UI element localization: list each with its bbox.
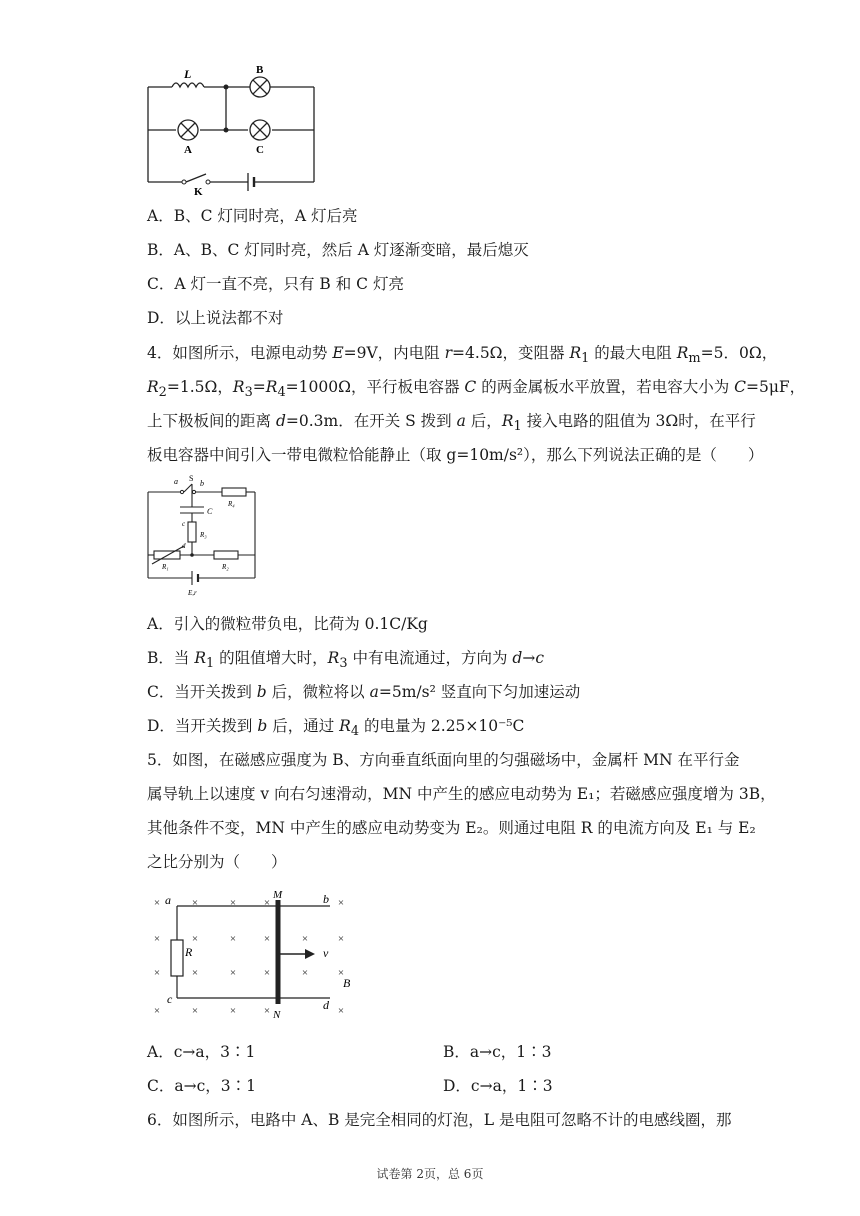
svg-text:×: × <box>263 967 271 979</box>
q4-line-2: $R_2=1.5\Omega$，$R_3=R_4=1000\Omega$，平行板电容器 C 的两金属板水平放置，若电容大小为 C=5μF， <box>147 378 806 401</box>
q4-option-c: C．当开关拨到 b 后，微粒将以 a=5m/s² 竖直向下匀加速运动 <box>147 683 581 701</box>
label-c-cap: C <box>207 507 213 516</box>
q4-option-a: A．引入的微粒带负电，比荷为 0.1C/Kg <box>147 615 428 633</box>
label-n: N <box>273 1009 281 1021</box>
svg-text:×: × <box>153 967 161 979</box>
label-c: c <box>182 520 186 528</box>
q5-line-4: 之比分别为（ ） <box>147 853 287 871</box>
q4-option-d: D．当开关拨到 b 后，通过 $R_4$ 的电量为 2.25×10⁻⁵C <box>147 717 525 740</box>
svg-text:×: × <box>263 897 271 909</box>
label-d: d <box>182 542 186 550</box>
label-a: a <box>174 477 178 486</box>
magnetic-field-figure <box>145 890 365 1025</box>
circuit-figure-2 <box>140 474 265 599</box>
label-v: v <box>323 946 329 960</box>
label-s: S <box>189 474 194 483</box>
label-C: C <box>256 144 264 156</box>
svg-text:×: × <box>337 897 345 909</box>
svg-text:×: × <box>263 1005 271 1017</box>
svg-text:×: × <box>337 967 345 979</box>
svg-text:×: × <box>301 967 309 979</box>
label-m: M <box>273 890 283 901</box>
q5-option-a: A．c→a，3∶1 <box>147 1043 256 1061</box>
svg-text:×: × <box>337 933 345 945</box>
svg-text:×: × <box>229 1005 237 1017</box>
svg-text:×: × <box>153 933 161 945</box>
svg-text:×: × <box>263 933 271 945</box>
q5-option-b: B．a→c，1∶3 <box>443 1043 552 1061</box>
label-d: d <box>323 998 329 1012</box>
label-r3: R₃ <box>200 531 207 539</box>
label-r: R <box>185 945 193 959</box>
q4-line-4: 板电容器中间引入一带电微粒恰能静止（取 g=10m/s²），那么下列说法正确的是（ ） <box>147 446 764 464</box>
svg-text:×: × <box>337 1005 345 1017</box>
label-a: a <box>165 893 171 907</box>
svg-text:×: × <box>191 967 199 979</box>
q5-line-3: 其他条件不变，MN 中产生的感应电动势变为 E₂。则通过电阻 R 的电流方向及 E₁ 与 E₂ <box>147 819 756 837</box>
label-B: B <box>256 64 264 76</box>
label-L: L <box>184 67 192 81</box>
q3-option-d: D．以上说法都不对 <box>147 309 284 327</box>
svg-text:×: × <box>301 933 309 945</box>
svg-text:×: × <box>191 933 199 945</box>
label-er: E,r <box>188 589 197 597</box>
q6-line-1: 6．如图所示，电路中 A、B 是完全相同的灯泡，L 是电阻可忽略不计的电感线圈，那 <box>147 1111 732 1129</box>
q5-option-d: D．c→a，1∶3 <box>443 1077 553 1095</box>
label-b-field: B <box>343 976 351 990</box>
label-b: b <box>323 892 329 906</box>
svg-text:×: × <box>191 897 199 909</box>
svg-text:×: × <box>191 1005 199 1017</box>
svg-text:×: × <box>153 897 161 909</box>
label-r2: R₂ <box>222 563 229 571</box>
label-c: c <box>167 992 173 1006</box>
q4-option-b: B．当 $R_1$ 的阻值增大时，$R_3$ 中有电流通过，方向为 d→c <box>147 649 544 672</box>
q3-option-a: A．B、C 灯同时亮，A 灯后亮 <box>147 207 358 225</box>
svg-text:×: × <box>229 933 237 945</box>
svg-text:×: × <box>229 897 237 909</box>
label-K: K <box>194 186 203 197</box>
q5-line-1: 5．如图，在磁感应强度为 B、方向垂直纸面向里的匀强磁场中，金属杆 MN 在平行金 <box>147 751 740 769</box>
q3-option-b: B．A、B、C 灯同时亮，然后 A 灯逐渐变暗，最后熄灭 <box>147 241 529 259</box>
label-A: A <box>184 144 192 156</box>
label-b: b <box>200 479 204 488</box>
q5-line-2: 属导轨上以速度 v 向右匀速滑动，MN 中产生的感应电动势为 E₁；若磁感应强度增为 3B， <box>147 785 776 803</box>
svg-text:×: × <box>153 1005 161 1017</box>
page-footer: 试卷第 2页，总 6页 <box>376 1167 484 1181</box>
q5-option-c: C．a→c，3∶1 <box>147 1077 256 1095</box>
circuit-figure-1 <box>140 62 325 197</box>
q4-line-1: 4．如图所示，电源电动势 E=9V，内电阻 r=4.5Ω，变阻器 $R_1$ 的最大电阻 $R_m=5$．0Ω， <box>147 344 778 367</box>
q3-option-c: C．A 灯一直不亮，只有 B 和 C 灯亮 <box>147 275 404 293</box>
q4-line-3: 上下极板间的距离 d=0.3m．在开关 S 拨到 a 后，$R_1$ 接入电路的阻值为 3Ω时，在平行 <box>147 412 756 435</box>
label-r1: R₁ <box>162 563 169 571</box>
label-r4: R₄ <box>228 500 235 508</box>
svg-text:×: × <box>229 967 237 979</box>
